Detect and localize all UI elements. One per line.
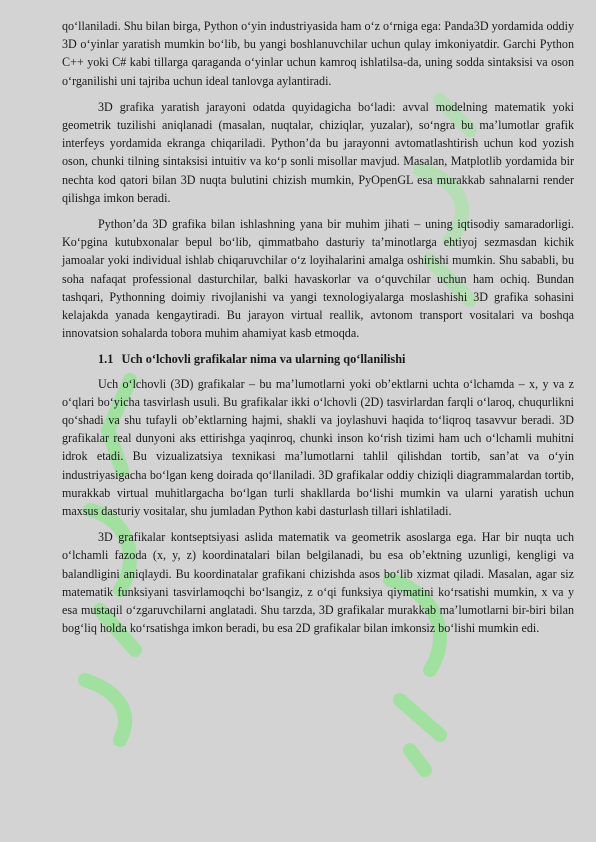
section-number: 1.1 xyxy=(98,352,114,367)
section-title: Uch o‘lchovli grafikalar nima va ularning qo‘llanilishi xyxy=(121,352,406,367)
paragraph: qo‘llaniladi. Shu bilan birga, Python o‘yin industriyasida ham o‘z o‘rniga ega: Panda3D yordamida oddiy 3D o‘yinlar yaratish mumkin bo‘lib, bu yangi boshlanuvchilar uchun qulay imkoniyatdir. Garchi Python C++ yoki C# kabi tillarga qaraganda o‘yinlar uchun kamroq ishlatilsa-da, uning sodda sintaksisi va oson o‘rganilishi uni tajriba uchun ideal tanlovga aylantiradi. xyxy=(62,19,574,88)
paragraph: Uch o‘lchovli (3D) grafikalar – bu ma’lumotlarni yoki ob’ektlarni uchta o‘lchamda – x, y va z o‘qlari bo‘yicha tasvirlash usuli. Bu grafikalar ikki o‘lchovli (2D) tasvirlardan farqli o‘laroq, chuqurlikni qo‘shadi va shu tufayli ob’ektlarning hajmi, shakli va joylashuvi haqida to‘liqroq tasavvur beradi. 3D grafikalar real dunyoni aks ettirishga yaqinroq, chunki inson ko‘rish tizimi ham uch o‘lchamli muhitni idrok etadi. Bu vizualizatsiya texnikasi ma’lumotlarni tahlil qilishdan tortib, san’at va o‘yin industriyasigacha bo‘lgan keng doirada qo‘llaniladi. 3D grafikalar oddiy chiziqli diagrammalardan tortib, murakkab virtual muhitlargacha bo‘lgan turli shakllarda bo‘lishi mumkin va ularni yaratish uchun maxsus dasturiy vositalar, shu jumladan Python kabi dasturlash tillari ishlatiladi. xyxy=(62,376,574,519)
document-page xyxy=(62,17,574,646)
section-heading xyxy=(62,350,574,368)
paragraph: 3D grafika yaratish jarayoni odatda quyidagicha bo‘ladi: avval modelning matematik yoki geometrik tuzilishi aniqlanadi (masalan, nuqtalar, chiziqlar, yuzalar), so‘ngra bu ma’lumotlar grafik interfeys yordamida ekranga chiqariladi. Python’da bu jarayonni avtomatlashtirish uchun kod yozish oson, chunki tilning sintaksisi intuitiv va ko‘p sonli misollar mavjud. Masalan, Matplotlib yordamida bir nechta kod qatori bilan 3D nuqta bulutini chizish mumkin, PyOpenGL esa murakkab sahnalarni render qilishga imkon beradi. xyxy=(62,99,574,205)
paragraph: Python’da 3D grafika bilan ishlashning yana bir muhim jihati – uning iqtisodiy samaradorligi. Ko‘pgina kutubxonalar bepul bo‘lib, qimmatbaho dasturiy ta’minotlarga ehtiyoj sezmasdan kichik jamoalar yoki individual ishlab chiqaruvchilar o‘z loyihalarini amalga oshirishi mumkin. Shu sababli, bu soha nafaqat professional dasturchilar, balki havaskorlar va o‘quvchilar uchun ham ochiq. Bundan tashqari, Pythonning doimiy rivojlanishi va yangi texnologiyalarga moslashishi 3D grafika sohasini kelajakda yanada kengaytiradi. Bu jarayon virtual reallik, avtonom transport vositalari va boshqa innovatsion sohalarda tobora muhim ahamiyat kasb etmoqda. xyxy=(62,217,574,341)
paragraph: 3D grafikalar kontseptsiyasi aslida matematik va geometrik asoslarga ega. Har bir nuqta uch o‘lchamli fazoda (x, y, z) koordinatalari bilan belgilanadi, bu esa ob’ektning uzunligi, kengligi va balandligini aniqlaydi. Bu koordinatalar grafikani chizishda asos bo‘lib xizmat qiladi. Masalan, agar siz matematik funksiyani tasvirlamoqchi bo‘lsangiz, z o‘qi funksiya qiymatini ko‘rsatishi mumkin, x va y esa mustaqil o‘zgaruvchilarni anglatadi. Shu tarzda, 3D grafikalar murakkab ma’lumotlarni bir-biri bilan bog‘liq holda ko‘rsatishga imkon beradi, bu esa 2D grafikalar bilan imkonsiz bo‘lishi mumkin edi. xyxy=(62,530,574,636)
